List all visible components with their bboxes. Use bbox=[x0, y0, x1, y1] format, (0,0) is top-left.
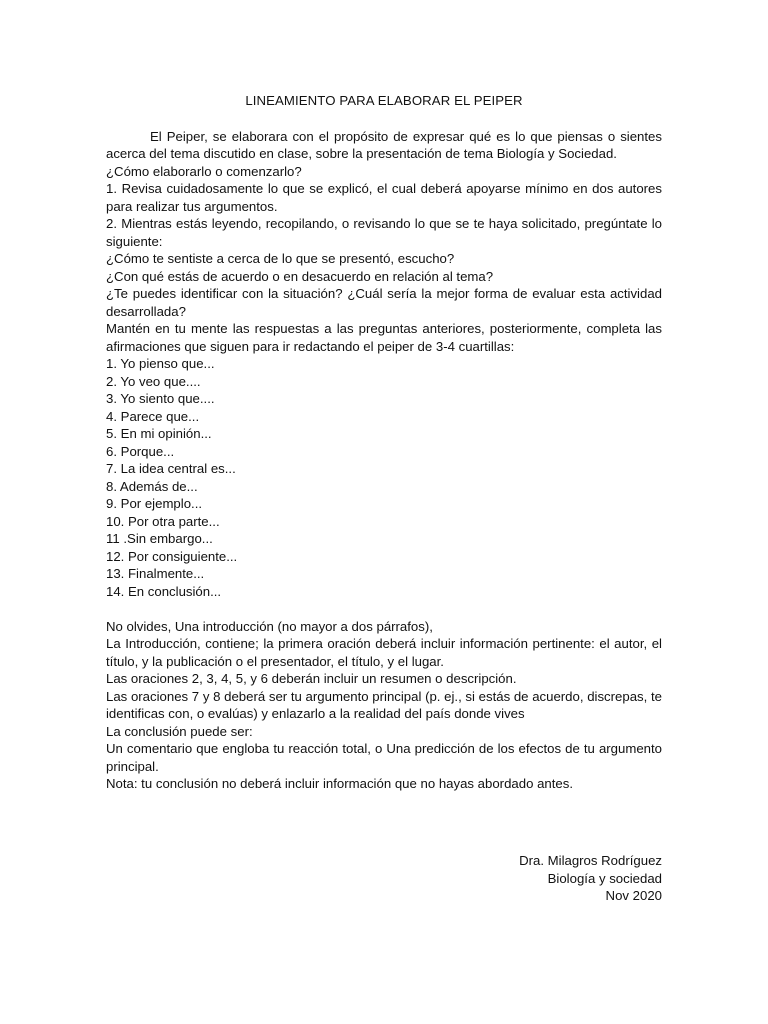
intro-paragraph: El Peiper, se elaborara con el propósito de expresar qué es lo que piensas o sientes acerca del tema discutido en clase, sobre la presentación de tema Biología y Sociedad. bbox=[106, 128, 662, 161]
question-3: ¿Te puedes identificar con la situación? ¿Cuál sería la mejor forma de evaluar esta actividad desarrollada? bbox=[106, 286, 662, 319]
list-item: 1. Yo pienso que... bbox=[106, 356, 215, 371]
list-item: 2. Yo veo que.... bbox=[106, 373, 201, 389]
list-item: 11 .Sin embargo... bbox=[106, 531, 213, 546]
list-item: 6. Porque... bbox=[106, 443, 175, 459]
sentence-list bbox=[106, 355, 662, 600]
list-item: 8. Además de... bbox=[106, 478, 198, 494]
list-item: 10. Por otra parte... bbox=[106, 513, 220, 529]
spacer bbox=[106, 600, 662, 618]
final-note: Nota: tu conclusión no deberá incluir información que no hayas abordado antes. bbox=[106, 776, 573, 791]
list-item: 5. En mi opinión... bbox=[106, 426, 212, 441]
list-item: 14. En conclusión... bbox=[106, 583, 222, 599]
list-item: 7. La idea central es... bbox=[106, 461, 236, 476]
list-item: 4. Parece que... bbox=[106, 408, 200, 424]
step-1: 1. Revisa cuidadosamente lo que se explicó, el cual deberá apoyarse mínimo en dos autores para realizar tus argumentos. bbox=[106, 181, 662, 214]
how-question: ¿Cómo elaborarlo o comenzarlo? bbox=[106, 163, 302, 179]
introduction-contents: La Introducción, contiene; la primera oración deberá incluir información pertinente: el autor, el título, y la publicación o el presentador, el título, y el lugar. bbox=[106, 636, 662, 669]
keep-in-mind-paragraph: Mantén en tu mente las respuestas a las preguntas anteriores, posteriormente, completa las afirmaciones que siguen para ir redactando el peiper de 3-4 cuartillas: bbox=[106, 321, 662, 354]
document-title: LINEAMIENTO PARA ELABORAR EL PEIPER bbox=[245, 93, 523, 108]
signature-block bbox=[519, 852, 662, 905]
sentences-2-6-note: Las oraciones 2, 3, 4, 5, y 6 deberán incluir un resumen o descripción. bbox=[106, 671, 517, 686]
question-2: ¿Con qué estás de acuerdo o en desacuerdo en relación al tema? bbox=[106, 268, 494, 284]
document-body bbox=[106, 92, 662, 793]
step-2: 2. Mientras estás leyendo, recopilando, o revisando lo que se te haya solicitado, pregúntate lo siguiente: bbox=[106, 216, 662, 249]
no-olvides-line: No olvides, Una introducción (no mayor a dos párrafos), bbox=[106, 618, 433, 634]
list-item: 12. Por consiguiente... bbox=[106, 548, 238, 564]
question-1: ¿Cómo te sentiste a cerca de lo que se presentó, escucho? bbox=[106, 251, 455, 266]
list-item: 13. Finalmente... bbox=[106, 566, 205, 581]
signature-name: Dra. Milagros Rodríguez bbox=[519, 853, 662, 868]
list-item: 9. Por ejemplo... bbox=[106, 496, 203, 511]
list-item: 3. Yo siento que.... bbox=[106, 391, 215, 406]
conclusion-text: Un comentario que engloba tu reacción total, o Una predicción de los efectos de tu argumento principal. bbox=[106, 741, 662, 774]
sentences-7-8-note: Las oraciones 7 y 8 deberá ser tu argumento principal (p. ej., si estás de acuerdo, discrepas, te identificas con, o evalúas) y enlazarlo a la realidad del país donde vives bbox=[106, 688, 662, 721]
signature-course: Biología y sociedad bbox=[547, 870, 662, 886]
conclusion-label: La conclusión puede ser: bbox=[106, 723, 253, 739]
signature-date: Nov 2020 bbox=[605, 888, 662, 903]
